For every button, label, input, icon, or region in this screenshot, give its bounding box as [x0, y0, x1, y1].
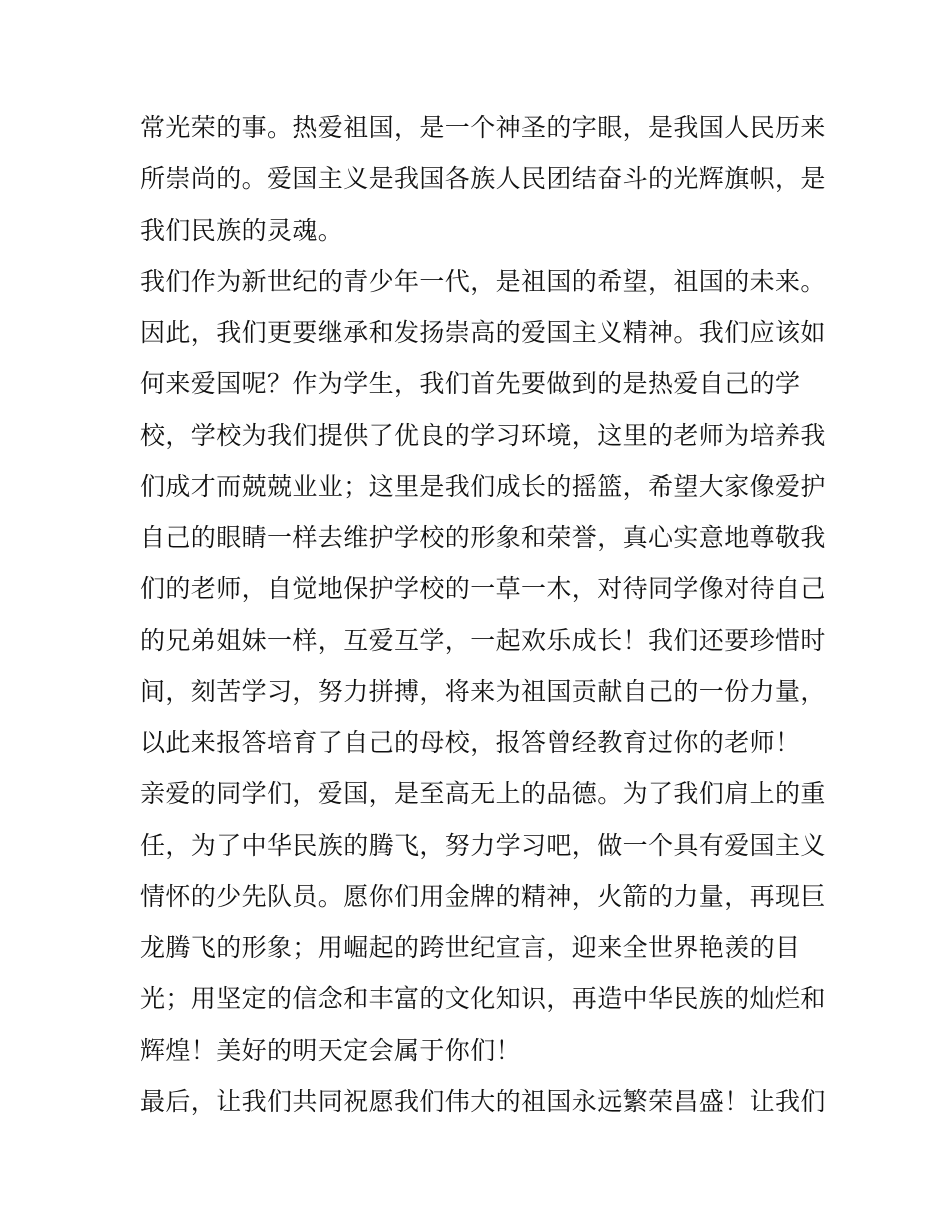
- text-line: 何来爱国呢？作为学生，我们首先要做到的是热爱自己的学: [140, 369, 801, 399]
- text-line: 间，刻苦学习，努力拼搏，将来为祖国贡献自己的一份力量，: [140, 676, 826, 706]
- text-line: 亲爱的同学们，爱国，是至高无上的品德。为了我们肩上的重: [140, 779, 826, 809]
- text-line: 光；用坚定的信念和丰富的文化知识，再造中华民族的灿烂和: [140, 984, 826, 1014]
- text-line: 的兄弟姐妹一样，互爱互学，一起欢乐成长！我们还要珍惜时: [140, 625, 826, 655]
- text-line: 自己的眼睛一样去维护学校的形象和荣誉，真心实意地尊敬我: [140, 523, 826, 552]
- text-line: 们的老师，自觉地保护学校的一草一木，对待同学像对待自己: [140, 574, 826, 604]
- text-line: 所崇尚的。爱国主义是我国各族人民团结奋斗的光辉旗帜，是: [140, 164, 826, 194]
- text-line: 龙腾飞的形象；用崛起的跨世纪宣言，迎来全世界艳羡的目: [140, 933, 801, 962]
- document-body: [140, 102, 826, 1127]
- text-line: 任，为了中华民族的腾飞，努力学习吧，做一个具有爱国主义: [140, 830, 826, 860]
- text-line: 辉煌！美好的明天定会属于你们！: [140, 1035, 522, 1065]
- text-line: 以此来报答培育了自己的母校，报答曾经教育过你的老师！: [140, 728, 801, 757]
- text-line: 们成才而兢兢业业；这里是我们成长的摇篮，希望大家像爱护: [140, 471, 826, 501]
- text-line: 因此，我们更要继承和发扬崇高的爱国主义精神。我们应该如: [140, 318, 826, 347]
- text-line: 我们作为新世纪的青少年一代，是祖国的希望，祖国的未来。: [140, 266, 826, 296]
- text-line: 校，学校为我们提供了优良的学习环境，这里的老师为培养我: [140, 420, 826, 450]
- text-line: 最后，让我们共同祝愿我们伟大的祖国永远繁荣昌盛！让我们: [140, 1086, 826, 1116]
- text-line: 我们民族的灵魂。: [140, 215, 344, 245]
- text-line: 情怀的少先队员。愿你们用金牌的精神，火箭的力量，再现巨: [140, 881, 826, 911]
- text-line: 常光荣的事。热爱祖国，是一个神圣的字眼，是我国人民历来: [140, 113, 826, 142]
